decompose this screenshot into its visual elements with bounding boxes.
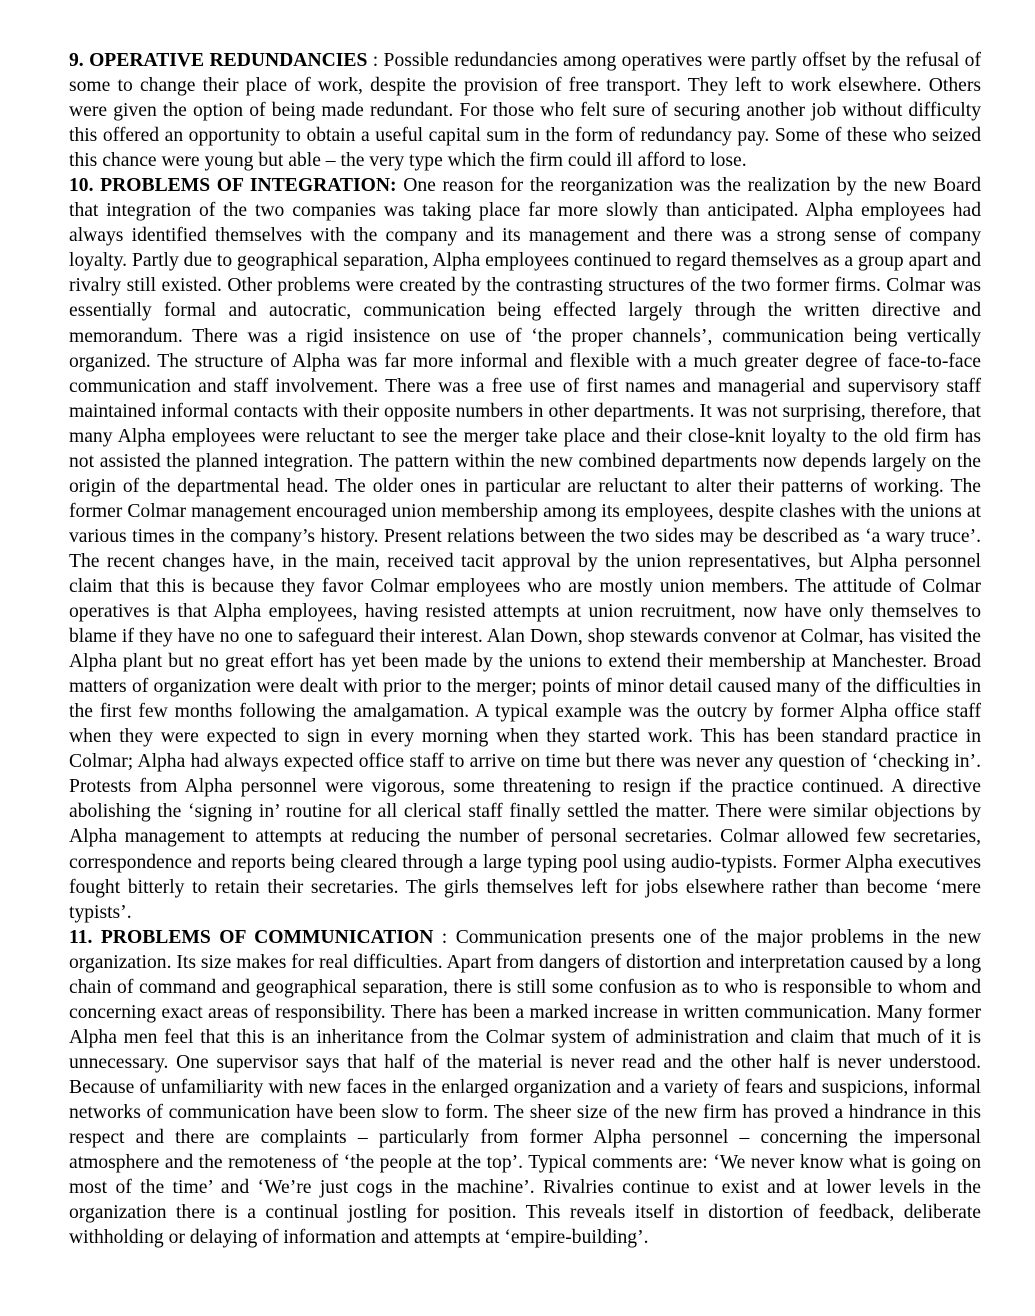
heading-separator: : [433,926,456,948]
document-page [69,48,981,1250]
section-heading: 11. PROBLEMS OF COMMUNICATION [69,926,434,948]
section-body: Communication presents one of the major problems in the new organization. Its size makes for real difficulties. Apart from dangers of distortion and interpretation caused by a long chain of command and geographical separation, there is still some confusion as to who is responsible to whom and concerning exact areas of responsibility. There has been a marked increase in written communication. Many former Alpha men feel that this is an inheritance from the Colmar system of administration and claim that much of it is unnecessary. One supervisor says that half of the material is never read and the other half is never understood. Because of unfamiliarity with new faces in the enlarged organization and a variety of fears and suspicions, informal networks of communication have been slow to form. The sheer size of the new firm has proved a hindrance in this respect and there are complaints – particularly from former Alpha personnel – concerning the impersonal atmosphere and the remoteness of ‘the people at the top’. Typical comments are: ‘We never know what is going on most of the time’ and ‘We’re just cogs in the machine’. Rivalries continue to exist and at lower levels in the organization there is a continual jostling for position. This reveals itself in distortion of feedback, deliberate withholding or delaying of information and attempts at ‘empire-building’. [69,926,982,1249]
section-heading: 9. OPERATIVE REDUNDANCIES [69,50,368,71]
section-body: One reason for the reorganization was the realization by the new Board that integration of the two companies was taking place far more slowly than anticipated. Alpha employees had always identified themselves with the company and its management and there was a strong sense of company loyalty. Partly due to geographical separation, Alpha employees continued to regard themselves as a group apart and rivalry still existed. Other problems were created by the contrasting structures of the two former firms. Colmar was essentially formal and autocratic, communication being effected largely through the written directive and memorandum. There was a rigid insistence on use of ‘the proper channels’, communication being vertically organized. The structure of Alpha was far more informal and flexible with a much greater degree of face-to-face communication and staff involvement. There was a free use of first names and managerial and supervisory staff maintained informal contacts with their opposite numbers in other departments. It was not surprising, therefore, that many Alpha employees were reluctant to see the merger take place and their close-knit loyalty to the old firm has not assisted the planned integration. The pattern within the new combined departments now depends largely on the origin of the departmental head. The older ones in particular are reluctant to alter their patterns of working. The former Colmar management encouraged union membership among its employees, despite clashes with the unions at various times in the company’s history. Present relations between the two sides may be described as ‘a wary truce’. The recent changes have, in the main, received tacit approval by the union representatives, but Alpha personnel claim that this is because they favor Colmar employees who are mostly union members. The attitude of Colmar operatives is that Alpha employees, having resisted attempts at union recruitment, now have only themselves to blame if they have no one to safeguard their interest. Alan Down, shop stewards convenor at Colmar, has visited the Alpha plant but no great effort has yet been made by the unions to extend their membership at Manchester. Broad matters of organization were dealt with prior to the merger; points of minor detail caused many of the difficulties in the first few months following the amalgamation. A typical example was the outcry by former Alpha office staff when they were expected to sign in every morning when they started work. This has been standard practice in Colmar; Alpha had always expected office staff to arrive on time but there was never any question of ‘checking in’. Protests from Alpha personnel were vigorous, some threatening to resign if the practice continued. A directive abolishing the ‘signing in’ routine for all clerical staff finally settled the matter. There were similar objections by Alpha management to attempts at reducing the number of personal secretaries. Colmar allowed few secretaries, correspondence and reports being cleared through a large typing pool using audio-typists. Former Alpha executives fought bitterly to retain their secretaries. The girls themselves left for jobs elsewhere rather than become ‘mere typists’. [69,175,981,923]
heading-separator: : [367,50,384,71]
section-problems-of-integration [69,173,981,924]
section-heading: 10. PROBLEMS OF INTEGRATION: [69,175,397,197]
section-operative-redundancies [69,48,981,173]
section-problems-of-communication [69,925,981,1251]
section-body: Possible redundancies among operatives were partly offset by the refusal of some to change their place of work, despite the provision of free transport. They left to work elsewhere. Others were given the option of being made redundant. For those who felt sure of securing another job without difficulty this offered an opportunity to obtain a useful capital sum in the form of redundancy pay. Some of these who seized this chance were young but able – the very type which the firm could ill afford to lose. [69,50,982,172]
